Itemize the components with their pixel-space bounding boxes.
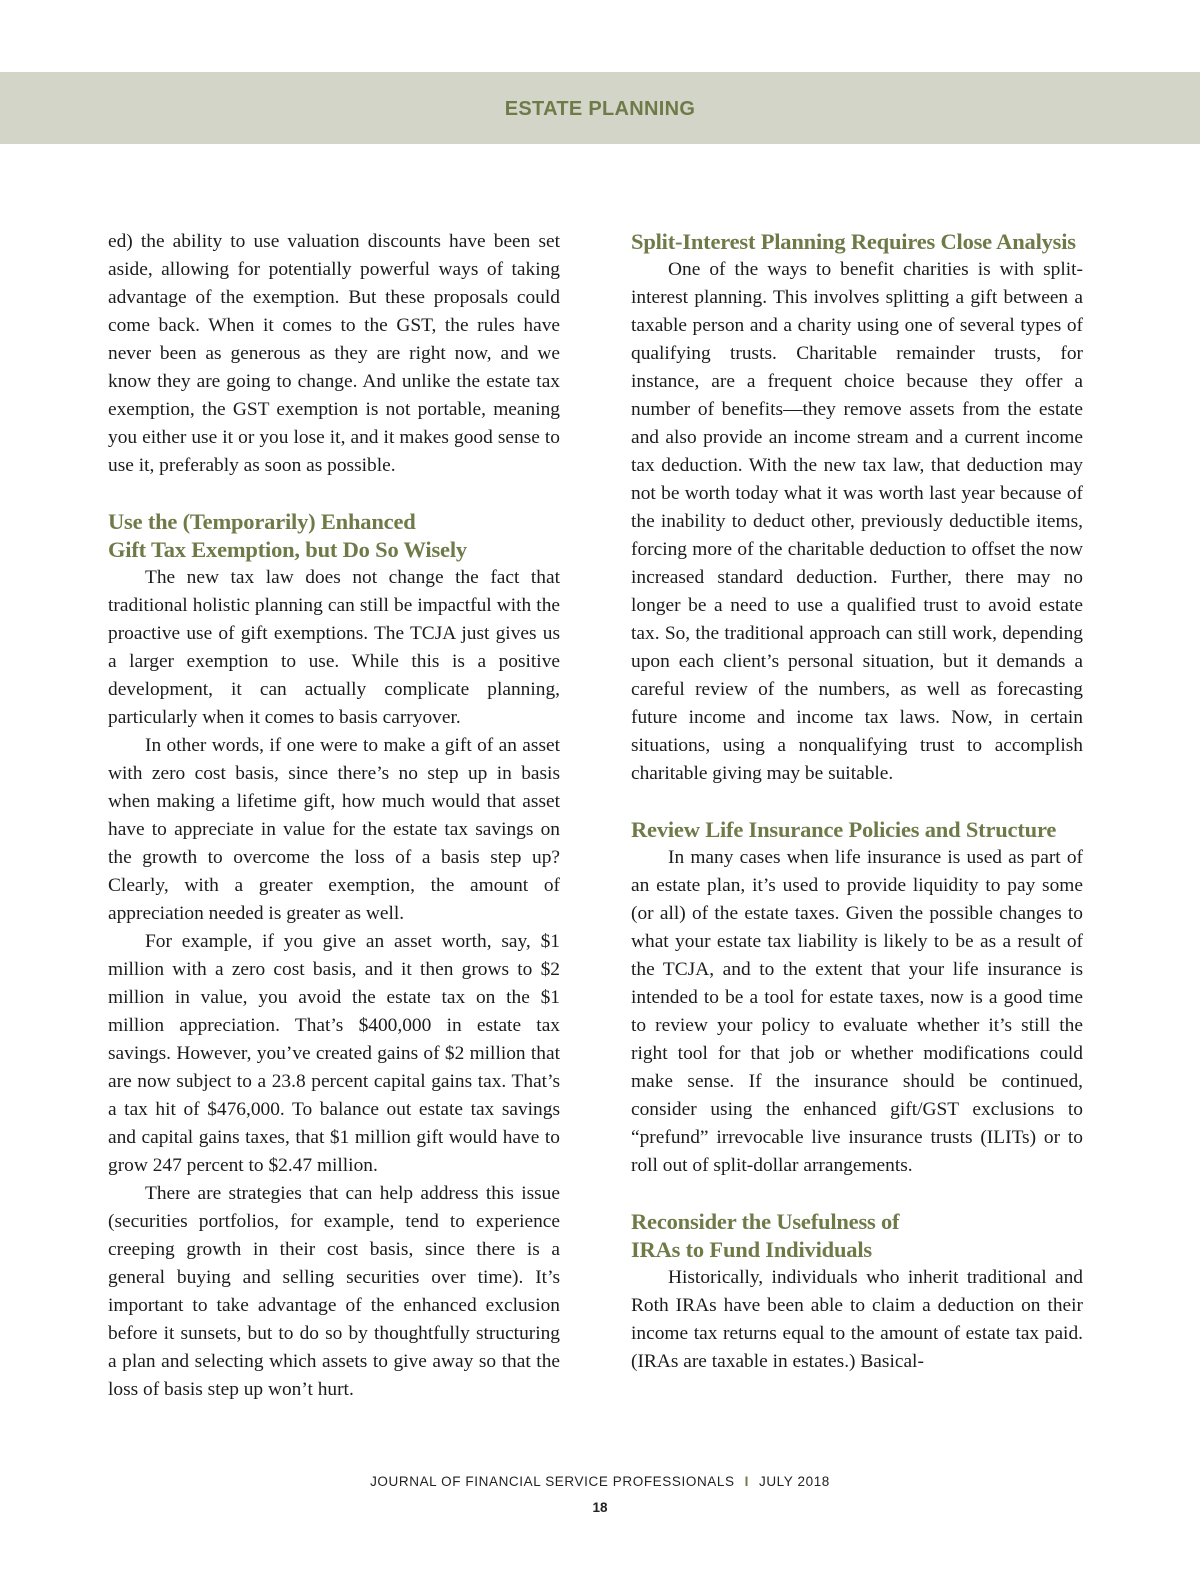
subheading-split-interest: Split-Interest Planning Requires Close Analysis [631, 229, 1076, 254]
footer-journal-line [0, 1474, 1200, 1489]
paragraph: The new tax law does not change the fact that traditional holistic planning can still be impactful with the proactive use of gift exemptions. The TCJA just gives us a larger exemption to use. While this is a positive development, it can actually complicate planning, particularly when it comes to basis carryover. [108, 567, 560, 728]
paragraph: In many cases when life insurance is used as part of an estate plan, it’s used to provide liquidity to pay some (or all) of the estate taxes. Given the possible changes to what your estate tax liability is likely to be as a result of the TCJA, and to the extent that your life insurance is intended to be a tool for estate taxes, now is a good time to review your policy to evaluate whether it’s still the right tool for that job or whether modifications could make sense. If the insurance should be continued, consider using the enhanced gift/GST exclusions to “prefund” irrevocable live insurance trusts (ILITs) or to roll out of split-dollar arrangements. [631, 847, 1083, 1176]
paragraph: There are strategies that can help address this issue (securities portfolios, for example, tend to experience creeping growth in their cost basis, since there is a general buying and selling securities over time). It’s important to take advantage of the enhanced exclusion before it sunsets, but to do so by thoughtfully structuring a plan and selecting which assets to give away so that the loss of basis step up won’t hurt. [108, 1183, 560, 1400]
footer-separator: I [744, 1474, 749, 1489]
page-number: 18 [592, 1500, 608, 1515]
section-header-band [0, 72, 1200, 144]
paragraph: Historically, individuals who inherit traditional and Roth IRAs have been able to claim a deduction on their income tax returns equal to the amount of estate tax paid. (IRAs are taxable in estates.) Basical- [631, 1267, 1083, 1372]
subheading-gift-tax-exemption [108, 508, 560, 564]
subheading-line: Reconsider the Usefulness of [631, 1209, 900, 1234]
section-title: ESTATE PLANNING [504, 97, 696, 120]
right-column [631, 228, 1083, 1376]
subheading-line: IRAs to Fund Individuals [631, 1237, 872, 1262]
left-column [108, 228, 560, 1404]
paragraph: In other words, if one were to make a gift of an asset with zero cost basis, since there’s no step up in basis when making a lifetime gift, how much would that asset have to appreciate in value for the estate tax savings on the growth to overcome the loss of a basis step up? Clearly, with a greater exemption, the amount of appreciation needed is greater as well. [108, 735, 560, 924]
issue-date: JULY 2018 [758, 1474, 830, 1489]
journal-name: JOURNAL OF FINANCIAL SERVICE PROFESSIONALS [370, 1474, 735, 1489]
subheading-life-insurance: Review Life Insurance Policies and Structure [631, 817, 1057, 842]
subheading-line: Gift Tax Exemption, but Do So Wisely [108, 537, 467, 562]
subheading-iras [631, 1208, 1083, 1264]
subheading-line: Use the (Temporarily) Enhanced [108, 509, 416, 534]
paragraph: For example, if you give an asset worth, say, $1 million with a zero cost basis, and it then grows to $2 million in value, you avoid the estate tax on the $1 million appreciation. That’s $400,000 in estate tax savings. However, you’ve created gains of $2 million that are now subject to a 23.8 percent capital gains tax. That’s a tax hit of $476,000. To balance out estate tax savings and capital gains taxes, that $1 million gift would have to grow 247 percent to $2.47 million. [108, 931, 560, 1176]
paragraph: ed) the ability to use valuation discounts have been set aside, allowing for potentially powerful ways of taking advantage of the exemption. But these proposals could come back. When it comes to the GST, the rules have never been as generous as they are right now, and we know they are going to change. And unlike the estate tax exemption, the GST exemption is not portable, meaning you either use it or you lose it, and it makes good sense to use it, preferably as soon as possible. [108, 231, 560, 476]
paragraph: One of the ways to benefit charities is with split-interest planning. This involves splitting a gift between a taxable person and a charity using one of several types of qualifying trusts. Charitable remainder trusts, for instance, are a frequent choice because they offer a number of benefits—they remove assets from the estate and also provide an income stream and a current income tax deduction. With the new tax law, that deduction may not be worth today what it was worth last year because of the inability to deduct other, previously deductible items, forcing more of the charitable deduction to offset the now increased standard deduction. Further, there may no longer be a need to use a qualified trust to avoid estate tax. So, the traditional approach can still work, depending upon each client’s personal situation, but it demands a careful review of the numbers, as well as forecasting future income and income tax laws. Now, in certain situations, using a nonqualifying trust to accomplish charitable giving may be suitable. [631, 259, 1083, 784]
